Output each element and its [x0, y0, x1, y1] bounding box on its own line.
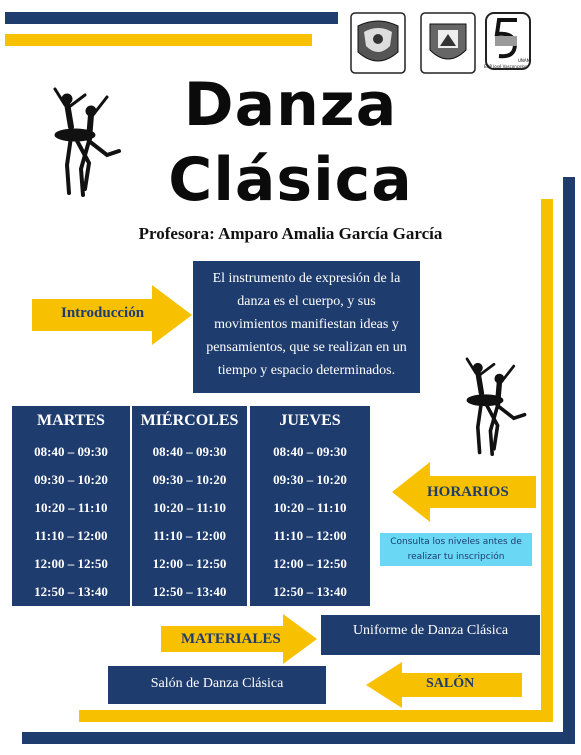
time-slot: 10:20 – 11:10 — [153, 500, 226, 515]
horarios-label: HORARIOS — [427, 484, 509, 500]
ballet-dancers-icon-small — [458, 352, 530, 462]
bottom-gold-bar — [79, 710, 553, 722]
time-slot: 12:00 – 12:50 — [34, 556, 108, 571]
time-slot: 09:30 – 10:20 — [34, 472, 108, 487]
time-slot: 09:30 – 10:20 — [273, 472, 347, 487]
day-header: JUEVES — [279, 412, 341, 429]
time-slot: 12:00 – 12:50 — [152, 556, 227, 571]
top-navy-bar — [5, 12, 338, 24]
time-slot: 12:50 – 13:40 — [34, 584, 108, 599]
teacher-name: Profesora: Amparo Amalia García García — [138, 224, 443, 243]
salon-value-box: Salón de Danza Clásica — [108, 666, 326, 704]
unam-shield-logo — [350, 12, 406, 74]
time-slot: 12:00 – 12:50 — [273, 556, 347, 571]
enp-shield-logo — [420, 12, 476, 74]
schedule-column-miercoles — [132, 406, 247, 606]
materiales-value-box: Uniforme de Danza Clásica — [321, 615, 540, 655]
salon-label: SALÓN — [426, 676, 475, 691]
right-gold-bar — [541, 199, 553, 722]
schedule-column-martes — [12, 406, 130, 606]
schedule-column-jueves — [250, 406, 370, 606]
time-slot: 12:50 – 13:40 — [152, 584, 227, 599]
time-slot: 08:40 – 09:30 — [273, 444, 347, 459]
time-slot: 08:40 – 09:30 — [34, 444, 108, 459]
title-line-2: Clásica — [168, 145, 413, 215]
time-slot: 11:10 – 12:00 — [153, 528, 226, 543]
intro-label: Introducción — [61, 305, 145, 321]
right-navy-bar — [563, 177, 575, 735]
time-slot: 09:30 – 10:20 — [152, 472, 227, 487]
school-badge-caption: ENP José Vasconcelos — [484, 64, 528, 69]
bottom-navy-bar — [22, 732, 575, 744]
school-badge-small: UNAM — [518, 58, 531, 63]
time-slot: 11:10 – 12:00 — [273, 528, 347, 543]
day-header: MIÉRCOLES — [140, 412, 239, 429]
time-slot: 12:50 – 13:40 — [273, 584, 347, 599]
day-header: MARTES — [37, 412, 105, 429]
materiales-label: MATERIALES — [181, 631, 281, 647]
time-slot: 11:10 – 12:00 — [34, 528, 108, 543]
intro-text-box: El instrumento de expresión de la danza es el cuerpo, y sus movimientos manifiestan ideas y pensamientos, que se realizan en un tiempo y espacio determinados. — [193, 261, 420, 393]
time-slot: 08:40 – 09:30 — [152, 444, 227, 459]
time-slot: 10:20 – 11:10 — [34, 500, 108, 515]
title-line-1: Danza — [183, 70, 398, 140]
top-gold-bar — [5, 34, 312, 46]
time-slot: 10:20 – 11:10 — [273, 500, 347, 515]
levels-note: Consulta los niveles antes de realizar tu inscripción — [380, 533, 532, 566]
